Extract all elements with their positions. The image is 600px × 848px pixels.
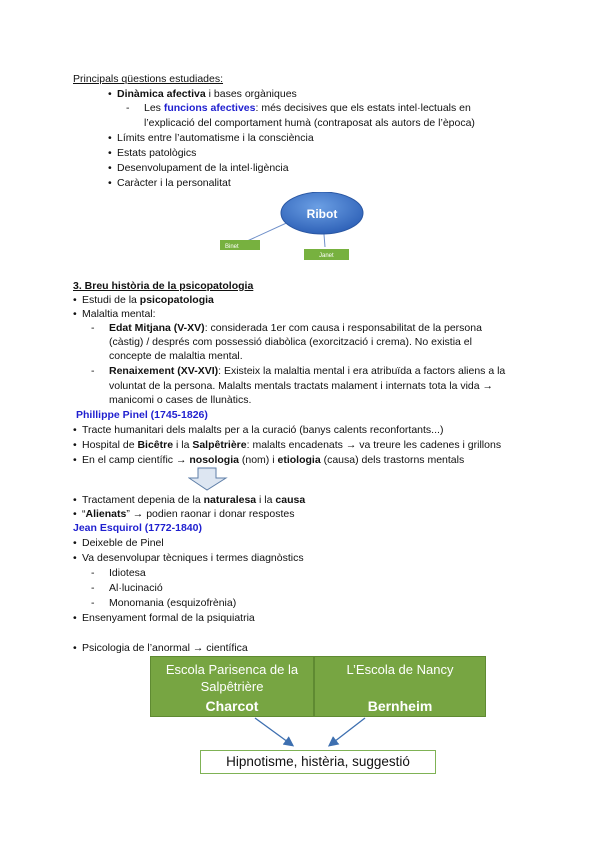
list-item: • Límits entre l’automatisme i la consciència bbox=[108, 132, 314, 144]
list-item: • Caràcter i la personalitat bbox=[108, 177, 231, 189]
list-item: • Tracte humanitari dels malalts per a la curació (banys calents reconfortants...) bbox=[73, 424, 444, 436]
bernheim-name: Bernheim bbox=[367, 698, 433, 714]
list-item: • Va desenvolupar tècniques i termes diagnòstics bbox=[73, 552, 304, 564]
sub-list-item: - Idiotesa bbox=[91, 567, 146, 579]
down-arrow-icon bbox=[188, 467, 230, 491]
ribot-label: Ribot bbox=[306, 207, 338, 221]
list-item: • Tractament depenia de la naturalesa i la causa bbox=[73, 494, 306, 506]
binet-label: Binet bbox=[225, 244, 239, 250]
list-item: • Estudi de la psicopatologia bbox=[73, 294, 214, 306]
list-item: • Desenvolupament de la intel·ligència bbox=[108, 162, 289, 174]
principals-title: Principals qüestions estudiades: bbox=[73, 73, 224, 85]
sub-list-item-cont: l’explicació del comportament humà (contraposat als autors de l’època) bbox=[144, 117, 475, 129]
schools-arrows bbox=[150, 715, 484, 750]
sub-list-item: - Renaixement (XV-XVI): Existeix la malaltia mental i era atribuïda a factors aliens a la bbox=[91, 365, 506, 377]
janet-label: Janet bbox=[319, 253, 334, 259]
sub-list-item-cont: manicomi o cases de llunàtics. bbox=[109, 394, 252, 406]
sub-list-item: - Al·lucinació bbox=[91, 582, 163, 594]
list-item: • “Alienats” → podien raonar i donar respostes bbox=[73, 508, 295, 520]
arrow-right bbox=[330, 718, 365, 745]
list-item: • Dinàmica afectiva i bases orgàniques bbox=[108, 88, 297, 100]
list-item: • Psicologia de l’anormal → científica bbox=[73, 642, 248, 654]
list-item: • Hospital de Bicêtre i la Salpêtrière: malalts encadenats → va treure les cadenes i grillons bbox=[73, 439, 502, 451]
esquirol-title: Jean Esquirol (1772-1840) bbox=[73, 522, 202, 534]
school-paris-line1: Escola Parisenca de la bbox=[165, 662, 299, 677]
pinel-title: Phillippe Pinel (1745-1826) bbox=[76, 409, 208, 421]
school-nancy-box bbox=[314, 656, 486, 717]
list-item: • Malaltia mental: bbox=[73, 308, 156, 320]
school-nancy-line1: L’Escola de Nancy bbox=[346, 662, 454, 677]
list-item: • Estats patològics bbox=[108, 147, 197, 159]
section-title: 3. Breu història de la psicopatologia bbox=[73, 280, 254, 292]
sub-list-item: - Monomania (esquizofrènia) bbox=[91, 597, 237, 609]
sub-list-item-cont: (càstig) / després com possessió diabòlica (exorcització i crema). No existia el bbox=[109, 336, 472, 348]
arrow-left bbox=[255, 718, 292, 745]
ribot-diagram bbox=[215, 192, 375, 262]
sub-list-item: - Edat Mitjana (V-XV): considerada 1er com causa i responsabilitat de la persona bbox=[91, 322, 482, 334]
school-paris-box bbox=[150, 656, 314, 717]
charcot-name: Charcot bbox=[205, 698, 259, 714]
school-paris-line2: Salpêtrière bbox=[200, 679, 264, 694]
list-item: • Deixeble de Pinel bbox=[73, 537, 164, 549]
sub-list-item-cont: concepte de malaltia mental. bbox=[109, 350, 243, 362]
list-item: • Ensenyament formal de la psiquiatria bbox=[73, 612, 255, 624]
sub-list-item-cont: voluntat de la persona. Malalts mentals tractats malament i internats tota la vida → bbox=[109, 380, 494, 392]
sub-list-item: - Les funcions afectives: més decisives que els estats intel·lectuals en bbox=[126, 102, 471, 114]
list-item: • En el camp científic → nosologia (nom) i etiologia (causa) dels trastorns mentals bbox=[73, 454, 465, 466]
result-box: Hipnotisme, histèria, suggestió bbox=[200, 750, 436, 774]
